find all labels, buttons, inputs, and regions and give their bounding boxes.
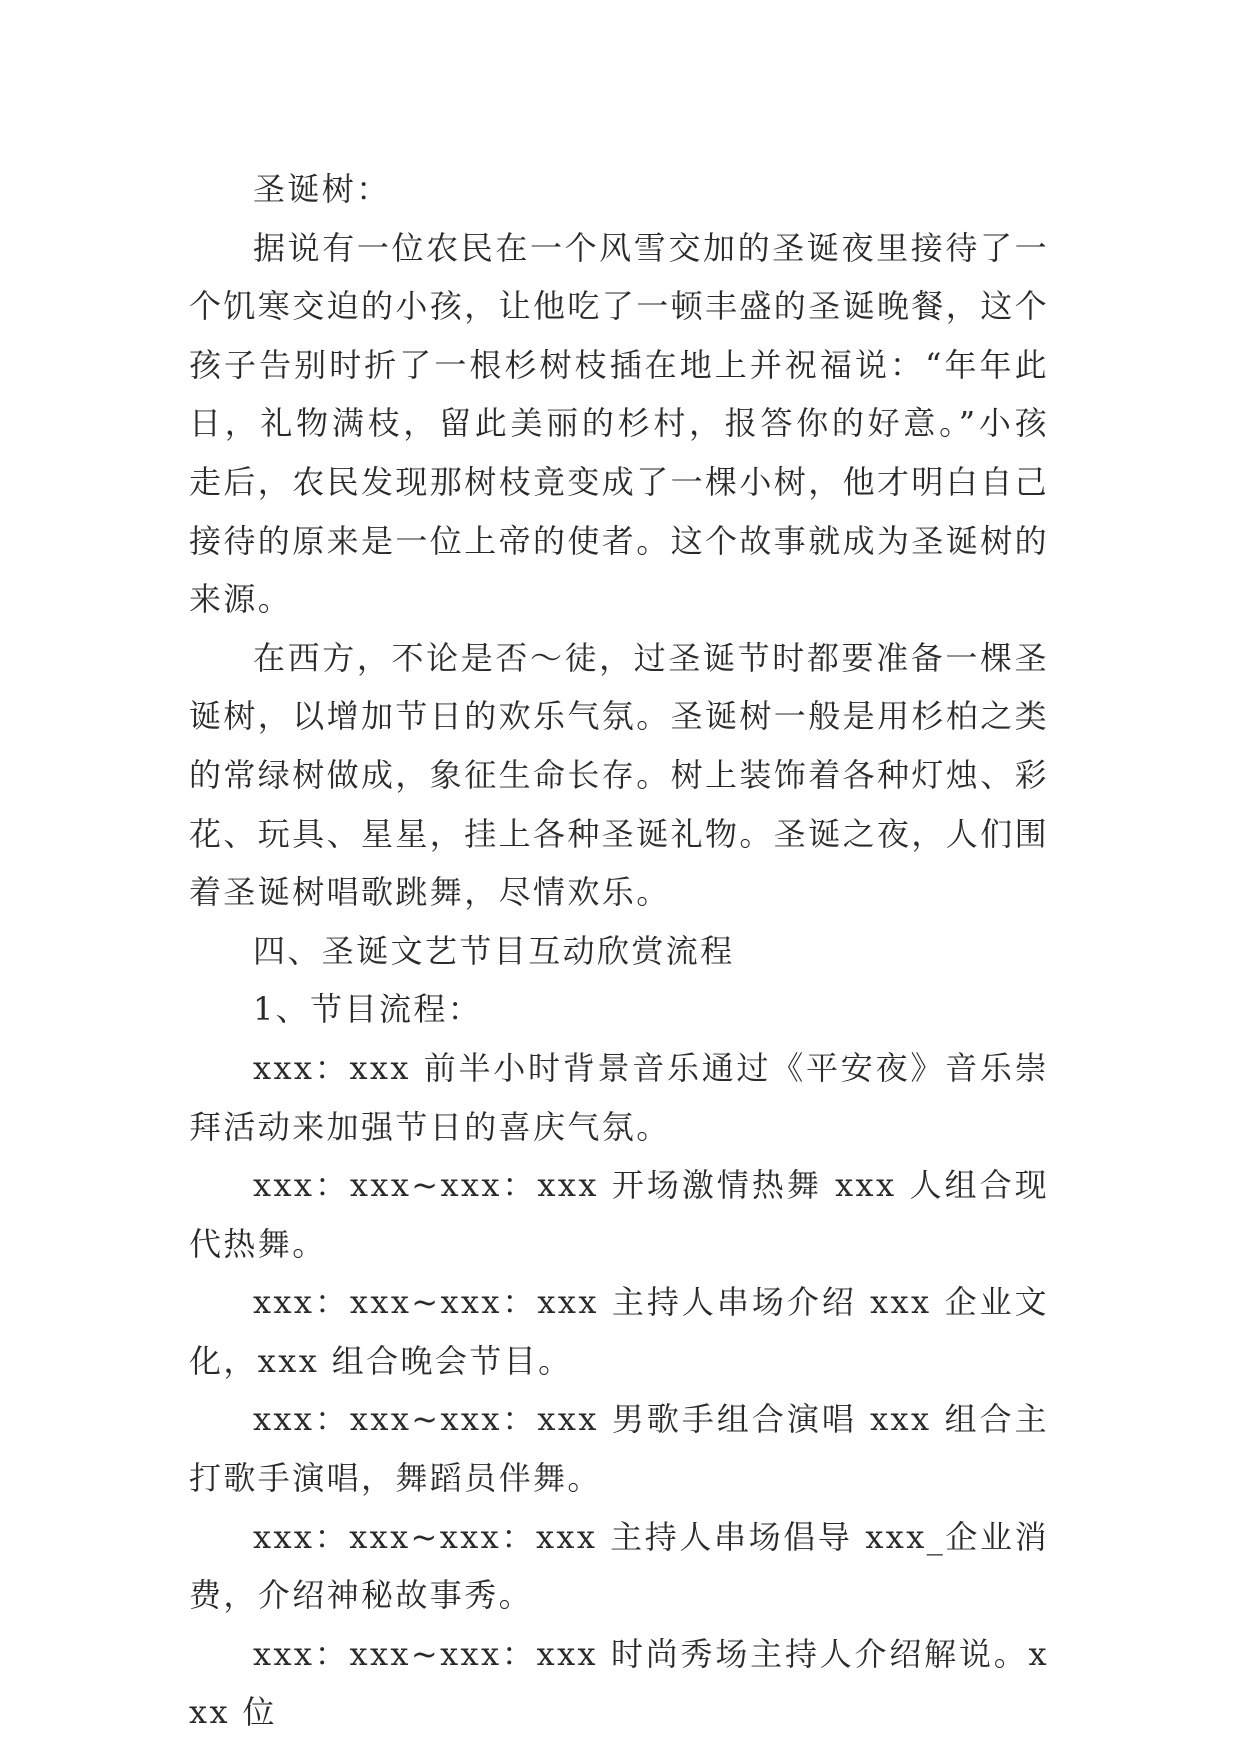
schedule-item: xxx：xxx~xxx：xxx 男歌手组合演唱 xxx 组合主打歌手演唱，舞蹈员伴舞。 <box>189 1400 1049 1498</box>
document-body <box>189 160 1049 1742</box>
schedule-item: xxx：xxx~xxx：xxx 时尚秀场主持人介绍解说。xxx 位 <box>189 1634 1049 1732</box>
schedule-item: xxx：xxx~xxx：xxx 主持人串场介绍 xxx 企业文化，xxx 组合晚会节目。 <box>189 1283 1049 1380</box>
section-heading-christmas-tree: 圣诞树： <box>253 170 391 208</box>
paragraph-tree-legend: 据说有一位农民在一个风雪交加的圣诞夜里接待了一个饥寒交迫的小孩，让他吃了一顿丰盛的圣诞晚餐，这个孩子告别时折了一根杉树枝插在地上并祝福说：“年年此日，礼物满枝，留此美丽的杉村，报答你的好意。”小孩走后，农民发现那树枝竟变成了一棵小树，他才明白自己接待的原来是一位上帝的使者。这个故事就成为圣诞树的来源。 <box>189 228 1050 619</box>
subheading-program-schedule: 1、节目流程： <box>253 990 483 1029</box>
schedule-item: xxx：xxx~xxx：xxx 开场激情热舞 xxx 人组合现代热舞。 <box>189 1166 1049 1263</box>
section-heading-program-flow: 四、圣诞文艺节目互动欣赏流程 <box>253 931 735 970</box>
schedule-item: xxx：xxx~xxx：xxx 主持人串场倡导 xxx_企业消费，介绍神秘故事秀。 <box>189 1517 1049 1615</box>
schedule-item: xxx：xxx 前半小时背景音乐通过《平安夜》音乐崇拜活动来加强节日的喜庆气氛。 <box>189 1048 1049 1146</box>
paragraph-tree-custom: 在西方，不论是否～徒，过圣诞节时都要准备一棵圣诞树，以增加节日的欢乐气氛。圣诞树一般是用杉柏之类的常绿树做成，象征生命长存。树上装饰着各种灯烛、彩花、玩具、星星，挂上各种圣诞礼物。圣诞之夜，人们围着圣诞树唱歌跳舞，尽情欢乐。 <box>189 638 1050 912</box>
